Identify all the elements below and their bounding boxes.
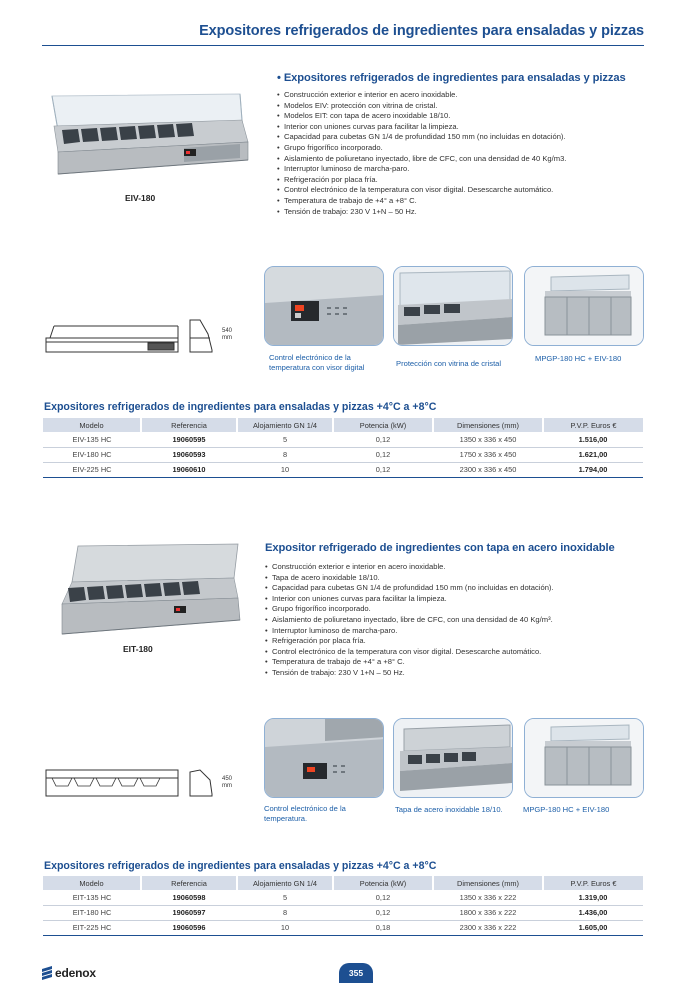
table-header-row: [43, 876, 643, 890]
thumb-control-electronico: [264, 266, 384, 346]
table-title-1: Expositores refrigerados de ingredientes para ensaladas y pizzas +4°C a +8°C: [44, 401, 437, 413]
feature-item: • Capacidad para cubetas GN 1/4 de profundidad 150 mm (no incluidas en dotación).: [277, 132, 566, 143]
cell-dimensiones: 1350 x 336 x 450: [433, 432, 543, 447]
cell-potencia: 0,12: [333, 447, 433, 462]
thumb-mpgp-180-2: [524, 718, 644, 798]
feature-item: • Tensión de trabajo: 230 V 1+N – 50 Hz.: [277, 207, 566, 218]
feature-item: • Tapa de acero inoxidable 18/10.: [265, 573, 554, 584]
cell-alojamiento: 10: [237, 920, 333, 935]
col-potencia: Potencia (kW): [333, 876, 433, 890]
cell-pvp: 1.621,00: [543, 447, 643, 462]
cell-referencia: 19060597: [141, 905, 237, 920]
page-title: Expositores refrigerados de ingredientes para ensaladas y pizzas: [199, 23, 644, 39]
cell-pvp: 1.516,00: [543, 432, 643, 447]
cell-pvp: 1.605,00: [543, 920, 643, 935]
col-dimensiones: Dimensiones (mm): [433, 418, 543, 432]
feature-item: • Refrigeración por placa fría.: [277, 175, 566, 186]
thumb-vitrina-cristal: [393, 266, 513, 346]
col-referencia: Referencia: [141, 418, 237, 432]
caption-control-electronico-2: Control electrónico de la temperatura.: [264, 804, 346, 823]
cell-referencia: 19060593: [141, 447, 237, 462]
feature-item: • Control electrónico de la temperatura con visor digital. Desescarche automático.: [265, 647, 554, 658]
cell-dimensiones: 2300 x 336 x 450: [433, 462, 543, 477]
technical-drawing-eit: [44, 764, 244, 804]
table-title-2: Expositores refrigerados de ingredientes para ensaladas y pizzas +4°C a +8°C: [44, 860, 437, 872]
col-modelo: Modelo: [43, 876, 141, 890]
feature-item: • Refrigeración por placa fría.: [265, 636, 554, 647]
col-alojamiento: Alojamiento GN 1/4: [237, 876, 333, 890]
cell-modelo: EIV-180 HC: [43, 447, 141, 462]
spec-table-eit: [43, 876, 643, 936]
caption-tapa-inox: Tapa de acero inoxidable 18/10.: [395, 805, 503, 814]
cell-alojamiento: 8: [237, 447, 333, 462]
cell-referencia: 19060610: [141, 462, 237, 477]
brand-name: edenox: [55, 966, 96, 980]
table-row: [43, 905, 643, 920]
spec-table-eiv: [43, 418, 643, 478]
cell-dimensiones: 1350 x 336 x 222: [433, 890, 543, 905]
product-image-eit-180: [44, 542, 244, 638]
cell-dimensiones: 1750 x 336 x 450: [433, 447, 543, 462]
cell-modelo: EIV-135 HC: [43, 432, 141, 447]
cell-modelo: EIT-135 HC: [43, 890, 141, 905]
col-pvp: P.V.P. Euros €: [543, 418, 643, 432]
col-potencia: Potencia (kW): [333, 418, 433, 432]
feature-item: • Construcción exterior e interior en acero inoxidable.: [277, 90, 566, 101]
feature-item: • Capacidad para cubetas GN 1/4 de profundidad 150 mm (no incluidas en dotación).: [265, 583, 554, 594]
model-label-eit-180: EIT-180: [123, 644, 153, 654]
feature-list-2: [265, 562, 554, 679]
caption-mpgp-180: MPGP-180 HC + EIV-180: [535, 354, 622, 363]
feature-item: • Modelos EIV: protección con vitrina de cristal.: [277, 101, 566, 112]
cell-referencia: 19060596: [141, 920, 237, 935]
feature-item: • Interruptor luminoso de marcha-paro.: [277, 164, 566, 175]
table-row: [43, 920, 643, 935]
technical-drawing-eiv: [44, 314, 244, 358]
feature-item: • Control electrónico de la temperatura con visor digital. Desescarche automático.: [277, 185, 566, 196]
caption-control-electronico: Control electrónico de la temperatura con visor digital: [269, 353, 365, 372]
col-dimensiones: Dimensiones (mm): [433, 876, 543, 890]
cell-referencia: 19060595: [141, 432, 237, 447]
dimension-label-450: 450 mm: [222, 776, 233, 789]
cell-potencia: 0,18: [333, 920, 433, 935]
cell-alojamiento: 5: [237, 890, 333, 905]
page-number: 355: [339, 963, 373, 983]
thumb-control-electronico-2: [264, 718, 384, 798]
col-modelo: Modelo: [43, 418, 141, 432]
feature-item: • Aislamiento de poliuretano inyectado, libre de CFC, con una densidad de 40 Kg/m³.: [265, 615, 554, 626]
edenox-logo-icon: [42, 966, 52, 980]
product-image-eiv-180: [44, 86, 250, 182]
thumb-mpgp-180: [524, 266, 644, 346]
feature-item: • Grupo frigorífico incorporado.: [265, 604, 554, 615]
feature-item: • Interior con uniones curvas para facilitar la limpieza.: [265, 594, 554, 605]
table-row: [43, 447, 643, 462]
caption-vitrina-cristal: Protección con vitrina de cristal: [396, 359, 502, 368]
cell-modelo: EIT-225 HC: [43, 920, 141, 935]
feature-list-1: [277, 90, 566, 217]
col-pvp: P.V.P. Euros €: [543, 876, 643, 890]
col-alojamiento: Alojamiento GN 1/4: [237, 418, 333, 432]
cell-alojamiento: 8: [237, 905, 333, 920]
table-header-row: [43, 418, 643, 432]
cell-alojamiento: 5: [237, 432, 333, 447]
feature-item: • Grupo frigorífico incorporado.: [277, 143, 566, 154]
feature-item: • Construcción exterior e interior en acero inoxidable.: [265, 562, 554, 573]
cell-pvp: 1.436,00: [543, 905, 643, 920]
col-referencia: Referencia: [141, 876, 237, 890]
dimension-label-540: 540 mm: [222, 328, 233, 341]
model-label-eiv-180: EIV-180: [125, 193, 156, 203]
cell-modelo: EIV-225 HC: [43, 462, 141, 477]
feature-item: • Interruptor luminoso de marcha-paro.: [265, 626, 554, 637]
section-title-tapa-inox: Expositor refrigerado de ingredientes con tapa en acero inoxidable: [265, 542, 615, 554]
cell-potencia: 0,12: [333, 462, 433, 477]
cell-referencia: 19060598: [141, 890, 237, 905]
table-row: [43, 890, 643, 905]
cell-modelo: EIT-180 HC: [43, 905, 141, 920]
caption-mpgp-180-2: MPGP-180 HC + EIV-180: [523, 805, 610, 814]
cell-potencia: 0,12: [333, 890, 433, 905]
cell-potencia: 0,12: [333, 432, 433, 447]
feature-item: • Temperatura de trabajo de +4° a +8° C.: [277, 196, 566, 207]
cell-dimensiones: 1800 x 336 x 222: [433, 905, 543, 920]
feature-item: • Tensión de trabajo: 230 V 1+N – 50 Hz.: [265, 668, 554, 679]
cell-alojamiento: 10: [237, 462, 333, 477]
table-row: [43, 432, 643, 447]
page-header: [42, 20, 644, 46]
feature-item: • Modelos EIT: con tapa de acero inoxidable 18/10.: [277, 111, 566, 122]
brand-logo: [42, 966, 96, 980]
section-title-ensaladas-pizzas: • Expositores refrigerados de ingredientes para ensaladas y pizzas: [277, 72, 626, 84]
feature-item: • Interior con uniones curvas para facilitar la limpieza.: [277, 122, 566, 133]
cell-dimensiones: 2300 x 336 x 222: [433, 920, 543, 935]
cell-potencia: 0,12: [333, 905, 433, 920]
cell-pvp: 1.319,00: [543, 890, 643, 905]
cell-pvp: 1.794,00: [543, 462, 643, 477]
feature-item: • Aislamiento de poliuretano inyectado, libre de CFC, con una densidad de 40 Kg/m3.: [277, 154, 566, 165]
feature-item: • Temperatura de trabajo de +4° a +8° C.: [265, 657, 554, 668]
table-row: [43, 462, 643, 477]
thumb-tapa-inox: [393, 718, 513, 798]
